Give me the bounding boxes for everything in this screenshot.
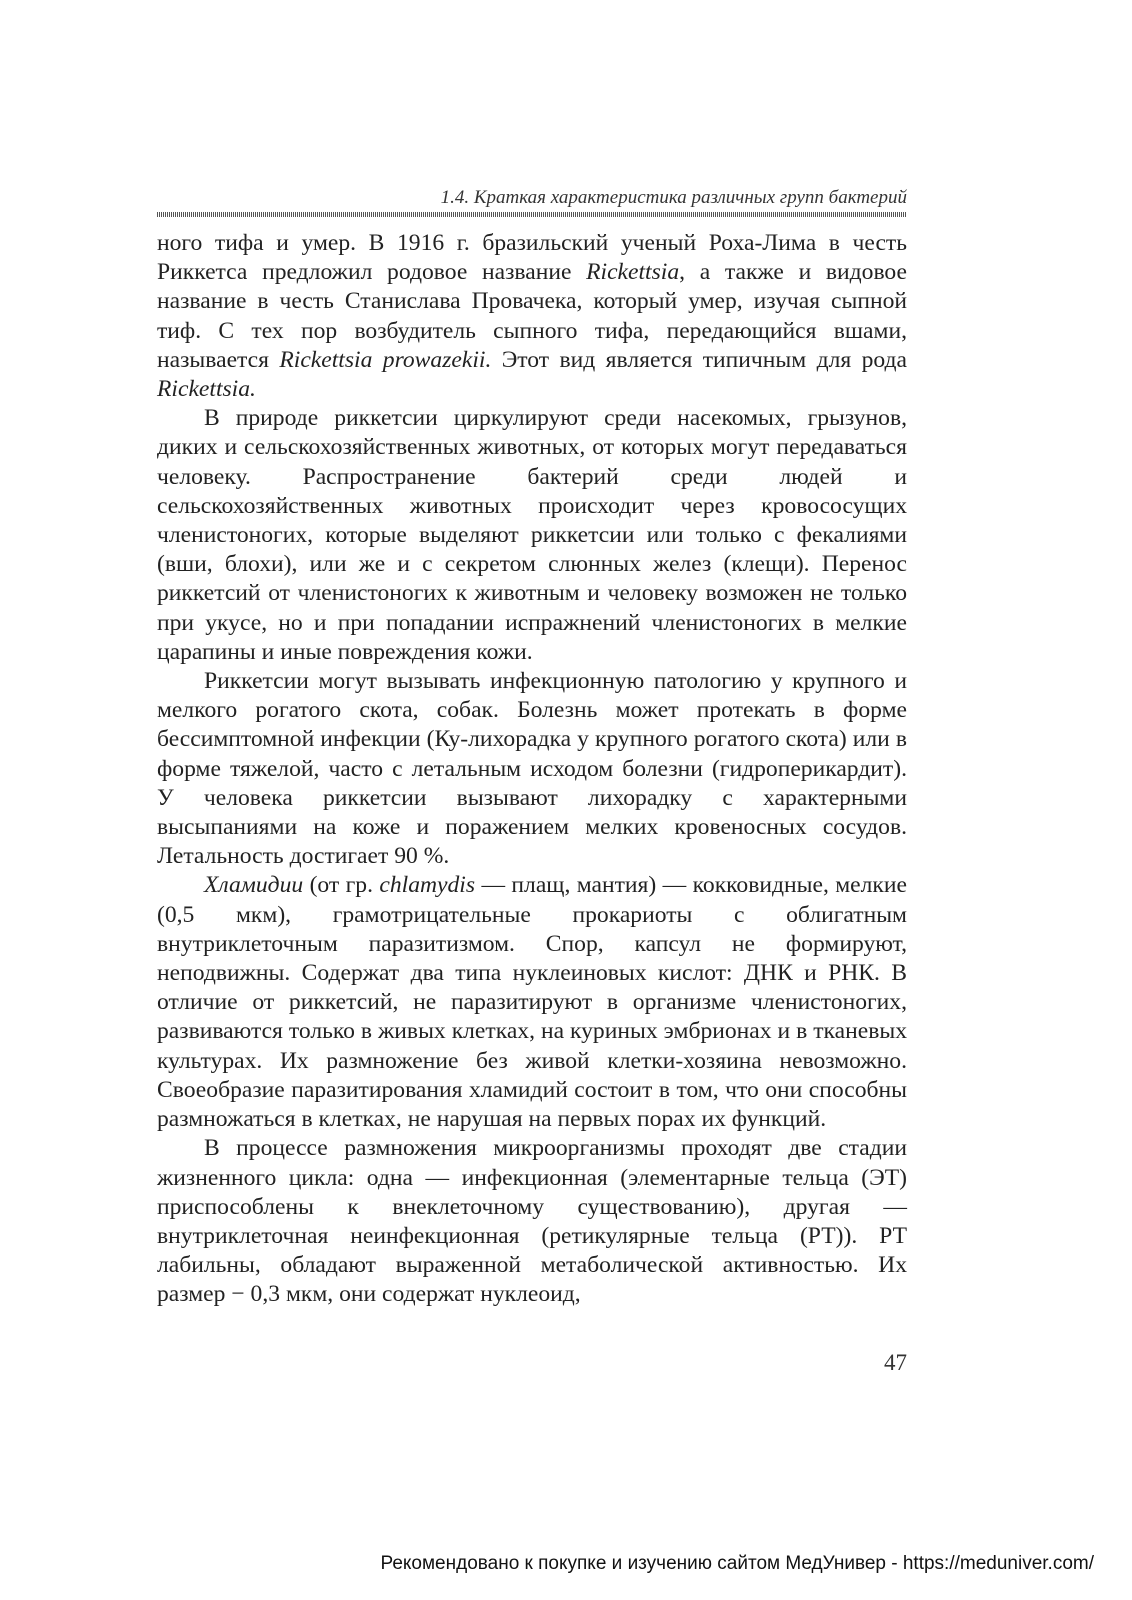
paragraph-4-text-d: — плащ, мантия) — кокковидные, мелкие (0,5 мкм), грамотрицательные прокариоты с облигатным внутриклеточным паразитизмом. Спор, капсул не формируют, неподвижны. Содержат два типа нуклеиновых кислот: ДНК и РНК. В отличие от риккетсий, не паразитируют в организме членистоногих, развиваются только в живых клетках, на куриных эмбрионах и в тканевых культурах. Их размножение без живой клетки-хозяина невозможно. Своеобразие паразитирования хламидий состоит в том, что они способны размножаться в клетках, не нарушая на первых порах их функций. bbox=[157, 872, 907, 1133]
genus-rickettsia: Rickettsia bbox=[586, 259, 680, 286]
paragraph-5: В процессе размножения микроорганизмы проходят две стадии жизненного цикла: одна — инфекционная (элементарные тельца (ЭТ) приспособлены к внеклеточному существованию), другая — внутриклеточная неинфекционная (ретикулярные тельца (РТ)). РТ лабильны, обладают выраженной метаболической активностью. Их размер − 0,3 мкм, они содержат нуклеоид, bbox=[157, 1135, 907, 1308]
page-number: 47 bbox=[884, 1350, 907, 1375]
paragraph-1-text-a: ного тифа и умер. В 1916 г. бразильский ученый Роха-Лима в честь Риккетса предложил родовое название bbox=[157, 230, 907, 286]
term-chlamydis: chlamydis bbox=[379, 872, 476, 899]
body-text bbox=[157, 229, 907, 1310]
species-rickettsia-prowazekii: Rickettsia prowazekii. bbox=[279, 346, 492, 373]
paragraph-3: Риккетсии могут вызывать инфекционную патологию у крупного и мелкого рогатого скота, собак. Болезнь может протекать в форме бессимптомной инфекции (Ку-лихорадка у крупного рогатого скота) или в форме тяжелой, часто с летальным исходом болезни (гидроперикардит). У человека риккетсии вызывают лихорадку с характерными высыпаниями на коже и поражением мелких кровеносных сосудов. Летальность достигает 90 %. bbox=[157, 668, 907, 870]
genus-rickettsia-2: Rickettsia. bbox=[157, 376, 256, 403]
paragraph-4-text-b: (от гр. bbox=[303, 872, 380, 899]
paragraph-4 bbox=[157, 871, 907, 1134]
paragraph-1 bbox=[157, 229, 907, 404]
paragraph-1-text-e: Этот вид является типичным для рода bbox=[491, 346, 907, 373]
paragraph-1-text-c: , а также и видовое название в честь Станислава Провачека, который умер, изучая сыпной тиф. С тех пор возбудитель сыпного тифа, передающийся вшами, называется bbox=[157, 259, 907, 373]
running-header: 1.4. Краткая характеристика различных групп бактерий bbox=[440, 187, 907, 208]
paragraph-2: В природе риккетсии циркулируют среди насекомых, грызунов, диких и сельскохозяйственных животных, от которых могут передаваться человеку. Распространение бактерий среди людей и сельскохозяйственных животных происходит через кровососущих членистоногих, которые выделяют риккетсии или только с фекалиями (вши, блохи), или же и с секретом слюнных желез (клещи). Перенос риккетсий от членистоногих к животным и человеку возможен не только при укусе, но и при попадании испражнений членистоногих в мелкие царапины и иные повреждения кожи. bbox=[157, 405, 907, 665]
footer-recommendation: Рекомендовано к покупке и изучению сайтом МедУнивер - https://meduniver.com/ bbox=[380, 1553, 1094, 1574]
header-rule bbox=[157, 212, 907, 217]
term-chlamydia: Хламидии bbox=[204, 872, 304, 899]
